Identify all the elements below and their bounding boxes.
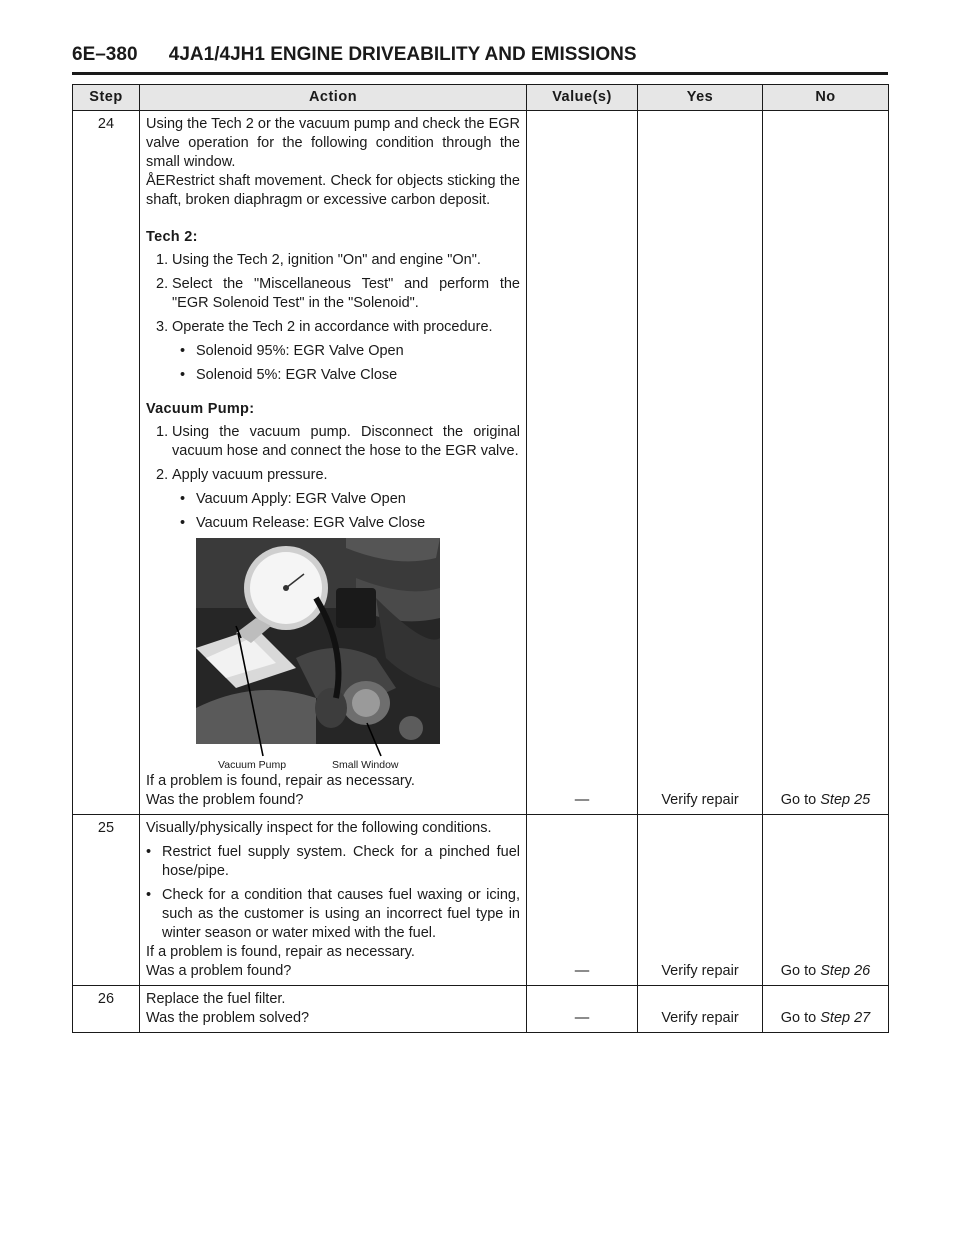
step-link: Step 25 — [820, 792, 871, 808]
action-intro: Using the Tech 2 or the vacuum pump and check the EGR valve operation for the following condition through the small window. — [146, 116, 520, 170]
step-yes: Verify repair — [638, 111, 763, 815]
step-no: Go to Step 25 — [763, 111, 889, 815]
vacuum-steps — [156, 423, 520, 485]
action-note: ÅERestrict shaft movement. Check for objects sticking the shaft, broken diaphragm or excessive carbon deposit. — [146, 173, 520, 208]
step-yes: Verify repair — [638, 986, 763, 1033]
step-action — [140, 815, 527, 986]
table-row — [73, 111, 889, 815]
action-line: Replace the fuel filter. — [146, 991, 286, 1007]
list-item: • Restrict fuel supply system. Check for a pinched fuel hose/pipe. — [146, 844, 520, 879]
small-window-callout: Small Window — [332, 759, 399, 771]
list-item: • Check for a condition that causes fuel waxing or icing, such as the customer is using an incorrect fuel type in winter season or water mixed with the fuel. — [146, 887, 520, 941]
page-header — [72, 44, 888, 75]
col-header-values: Value(s) — [527, 85, 638, 111]
col-header-action: Action — [140, 85, 527, 111]
vacuum-pump-callout: Vacuum Pump — [218, 759, 287, 771]
col-header-no: No — [763, 85, 889, 111]
condition-bullets — [146, 843, 520, 943]
table-row — [73, 986, 889, 1033]
egr-photo-figure — [193, 538, 463, 770]
tech2-bullets — [180, 342, 520, 385]
list-item: • Vacuum Apply: EGR Valve Open — [180, 491, 406, 507]
step-link: Step 27 — [820, 1010, 871, 1026]
list-item: 2. Select the "Miscellaneous Test" and perform the "EGR Solenoid Test" in the "Solenoid". — [156, 276, 520, 311]
step-value: — — [527, 986, 638, 1033]
action-question: Was the problem found? — [146, 792, 304, 808]
step-number: 26 — [73, 986, 140, 1033]
list-item: 3. Operate the Tech 2 in accordance with procedure. — [156, 319, 493, 335]
list-item: • Solenoid 95%: EGR Valve Open — [180, 343, 404, 359]
step-action — [140, 111, 527, 815]
page-title: 4JA1/4JH1 ENGINE DRIVEABILITY AND EMISSIONS — [168, 44, 637, 65]
action-closing: If a problem is found, repair as necessary. — [146, 773, 415, 789]
step-number: 24 — [73, 111, 140, 815]
vacuum-pump-heading: Vacuum Pump: — [146, 401, 255, 417]
vacuum-bullets — [180, 490, 520, 533]
step-no: Go to Step 26 — [763, 815, 889, 986]
table-header-row — [73, 85, 889, 111]
col-header-step: Step — [73, 85, 140, 111]
step-no: Go to Step 27 — [763, 986, 889, 1033]
tech2-heading: Tech 2: — [146, 229, 198, 245]
list-item: 1. Using the Tech 2, ignition "On" and engine "On". — [156, 252, 481, 268]
col-header-yes: Yes — [638, 85, 763, 111]
step-value: — — [527, 815, 638, 986]
list-item: 1. Using the vacuum pump. Disconnect the original vacuum hose and connect the hose to the EGR valve. — [156, 424, 520, 459]
action-intro: Visually/physically inspect for the following conditions. — [146, 820, 492, 836]
list-item: 2. Apply vacuum pressure. — [156, 467, 328, 483]
step-link: Step 26 — [820, 963, 871, 979]
action-question: Was a problem found? — [146, 963, 292, 979]
diagnostic-table — [72, 84, 889, 1033]
step-value: — — [527, 111, 638, 815]
page-code: 6E–380 — [72, 44, 138, 65]
step-number: 25 — [73, 815, 140, 986]
list-item: • Vacuum Release: EGR Valve Close — [180, 515, 426, 531]
list-item: • Solenoid 5%: EGR Valve Close — [180, 367, 398, 383]
step-action — [140, 986, 527, 1033]
step-yes: Verify repair — [638, 815, 763, 986]
action-closing: If a problem is found, repair as necessary. — [146, 944, 415, 960]
table-row — [73, 815, 889, 986]
action-question: Was the problem solved? — [146, 1010, 310, 1026]
tech2-steps — [156, 251, 520, 337]
